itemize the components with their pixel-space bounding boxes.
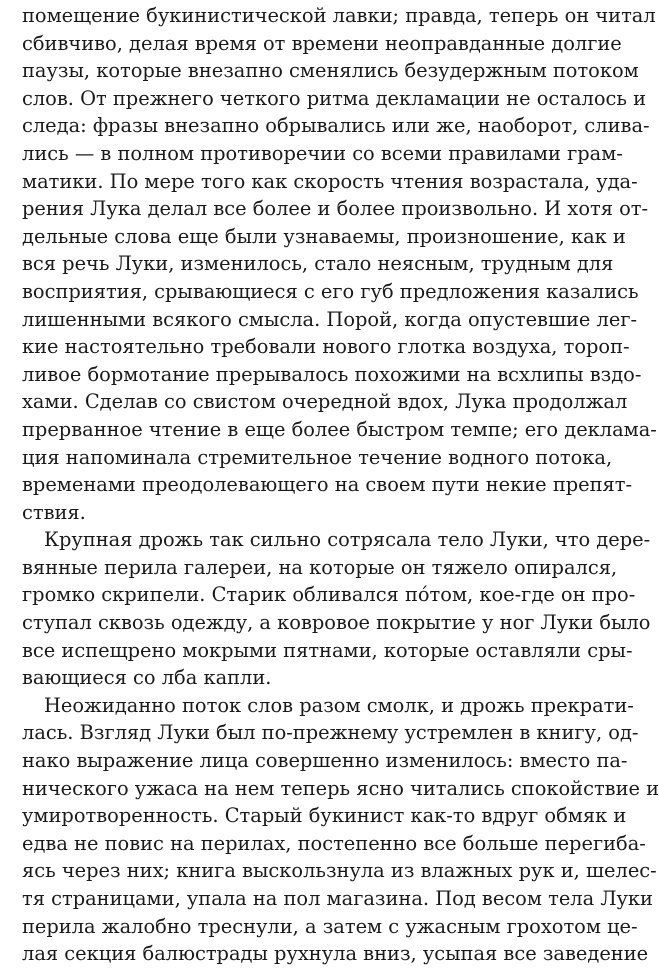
text-line: едва не повис на перилах, постепенно все больше перегиба- bbox=[22, 831, 646, 855]
paragraph-1 bbox=[22, 2, 657, 526]
text-line: паузы, которые внезапно сменялись безудержным потоком bbox=[22, 59, 639, 83]
text-line: вянные перила галереи, на которые он тяжело опирался, bbox=[22, 555, 618, 579]
text-line: кие настоятельно требовали нового глотка воздуха, тороп- bbox=[22, 335, 630, 359]
text-line: умиротворенность. Старый букинист как-то вдруг обмяк и bbox=[22, 804, 627, 828]
text-line: вся речь Луки, изменилось, стало неясным, трудным для bbox=[22, 252, 614, 276]
text-line: ция напоминала стремительное течение водного потока, bbox=[22, 445, 613, 469]
text-line: нического ужаса на нем теперь ясно читались спокойствие и bbox=[22, 776, 659, 800]
text-line: помещение букинистической лавки; правда, теперь он читал bbox=[22, 4, 656, 27]
text-line: ливое бормотание прерывалось похожими на всхлипы вздо- bbox=[22, 362, 642, 386]
text-line: следа: фразы внезапно обрывались или же, наоборот, слива- bbox=[22, 114, 650, 138]
text-line: ствия. bbox=[22, 500, 86, 524]
book-page bbox=[22, 2, 659, 968]
text-line: нако выражение лица совершенно изменилось: вместо па- bbox=[22, 749, 628, 773]
text-line: Крупная дрожь так сильно сотрясала тело Луки, что дере- bbox=[44, 528, 651, 552]
text-line: прерванное чтение в еще более быстром темпе; его деклама- bbox=[22, 417, 657, 441]
text-line: сбивчиво, делая время от времени неоправданные долгие bbox=[22, 31, 622, 55]
paragraph-2 bbox=[22, 526, 651, 692]
text-line: рения Лука делал все более и более произвольно. И хотя от- bbox=[22, 197, 649, 221]
text-line: матики. По мере того как скорость чтения возрастала, уда- bbox=[22, 169, 638, 193]
text-line: ступал сквозь одежду, а ковровое покрытие у ног Луки было bbox=[22, 611, 651, 635]
text-line: дельные слова еще были узнаваемы, произношение, как и bbox=[22, 224, 626, 248]
text-line: тя страницами, упала на пол магазина. Под весом тела Луки bbox=[22, 887, 653, 910]
text-line: все испещрено мокрыми пятнами, которые оставляли сры- bbox=[22, 638, 633, 662]
text-line: громко скрипели. Старик обливался по́том, кое-где он про- bbox=[22, 583, 636, 607]
text-line: лись — в полном противоречии со всеми правилами грам- bbox=[22, 141, 623, 165]
text-line: лая секция балюстрады рухнула вниз, усыпая все заведение bbox=[22, 942, 649, 966]
text-line: временами преодолевающего на своем пути некие препят- bbox=[22, 473, 633, 497]
paragraph-3 bbox=[22, 692, 659, 968]
text-line: Неожиданно поток слов разом смолк, и дрожь прекрати- bbox=[44, 693, 634, 717]
text-line: восприятия, срывающиеся с его губ предложения казались bbox=[22, 279, 639, 303]
text-line: слов. От прежнего четкого ритма декламации не осталось и bbox=[22, 86, 647, 110]
text-line: перила жалобно треснули, а затем с ужасным грохотом це- bbox=[22, 914, 638, 938]
text-line: лась. Взгляд Луки был по-прежнему устремлен в книгу, од- bbox=[22, 721, 639, 745]
text-line: ясь через них; книга выскользнула из влажных рук и, шелес- bbox=[22, 859, 657, 883]
text-line: лишенными всякого смысла. Порой, когда опустевшие лег- bbox=[22, 307, 638, 331]
text-line: вающиеся со лба капли. bbox=[22, 666, 272, 690]
text-line: хами. Сделав со свистом очередной вдох, Лука продолжал bbox=[22, 390, 628, 414]
